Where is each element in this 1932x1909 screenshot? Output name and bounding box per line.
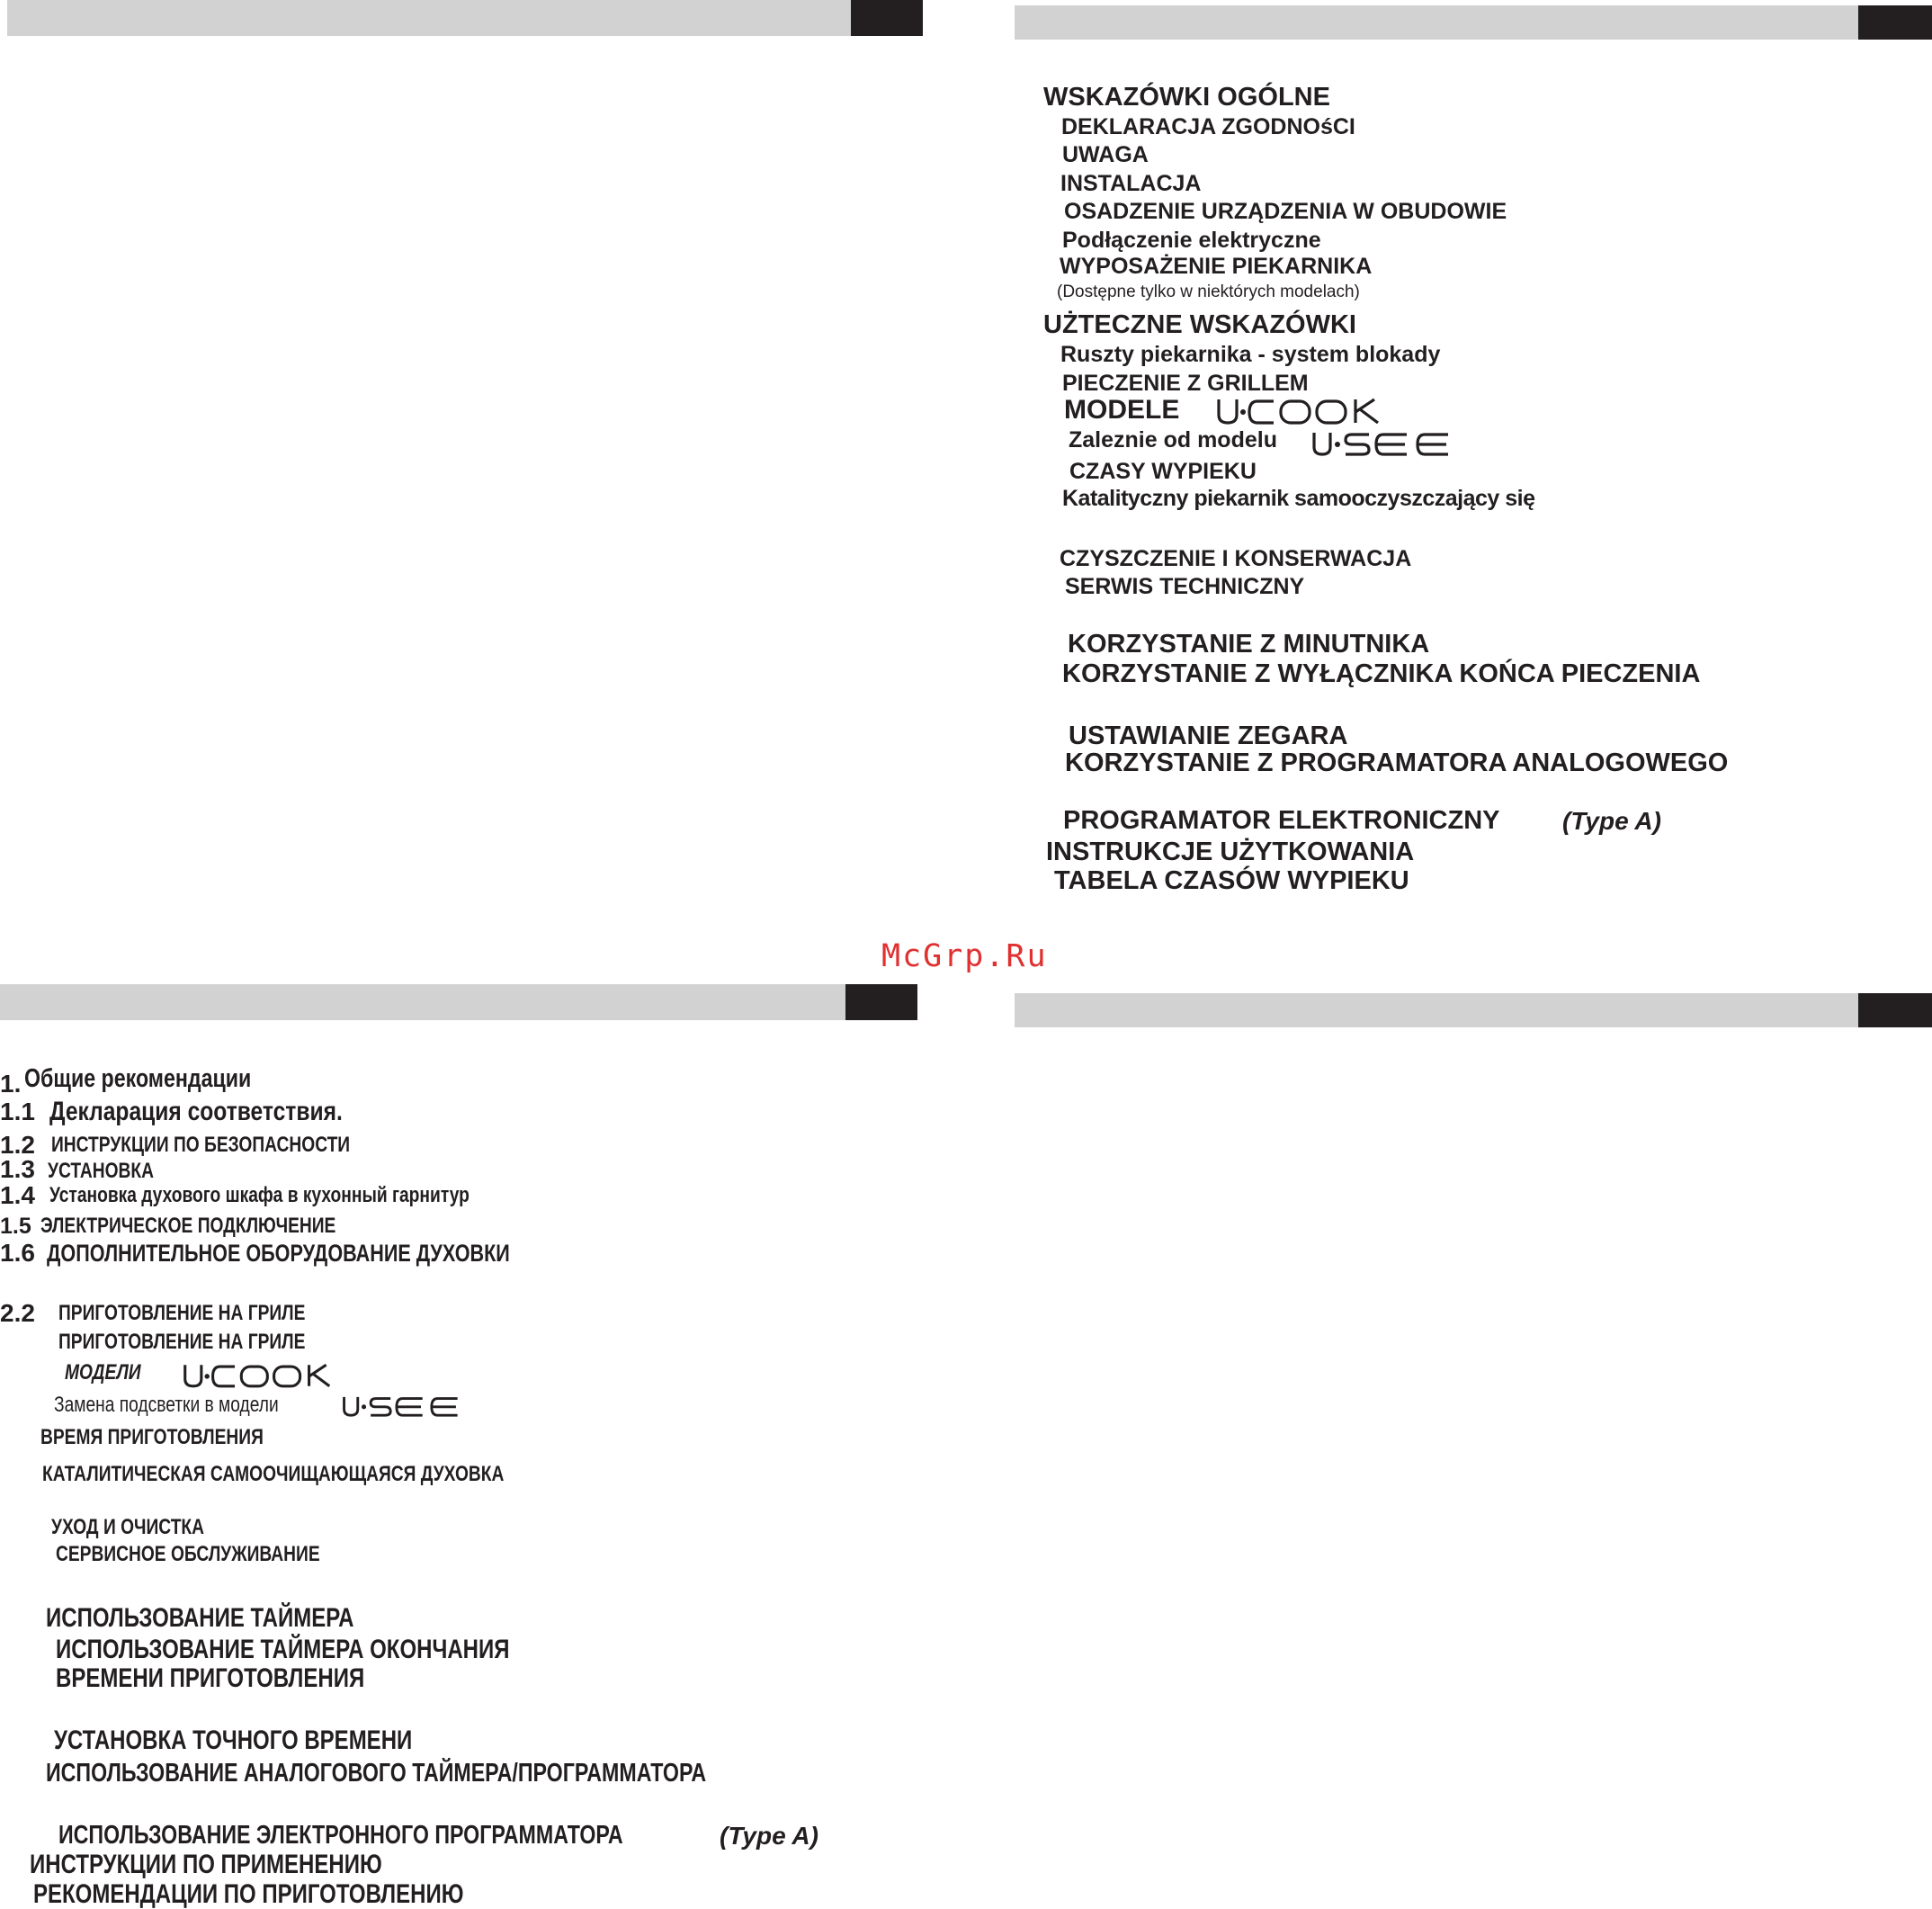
ru-catalytic: КАТАЛИТИЧЕСКАЯ САМООЧИЩАЮЩАЯСЯ ДУХОВКА bbox=[42, 1462, 505, 1486]
ru-grill-1: ПРИГОТОВЛЕНИЕ НА ГРИЛЕ bbox=[58, 1301, 306, 1325]
pl-fitting: OSADZENIE URZĄDZENIA W OBUDOWIE bbox=[1064, 199, 1507, 224]
pl-warning: UWAGA bbox=[1062, 142, 1149, 167]
pl-accessories-note: (Dostępne tylko w niektórych modelach) bbox=[1057, 282, 1360, 301]
pl-clock: USTAWIANIE ZEGARA bbox=[1069, 721, 1348, 750]
ru-recommendations: РЕКОМЕНДАЦИИ ПО ПРИГОТОВЛЕНИЮ bbox=[33, 1879, 464, 1909]
pl-catalytic: Katalityczny piekarnik samooczyszczający się bbox=[1062, 486, 1535, 511]
pl-declaration: DEKLARACJA ZGODNOśCI bbox=[1061, 114, 1355, 139]
ru-num-1: 1. bbox=[0, 1070, 22, 1098]
header-tab-bottom-right bbox=[1858, 993, 1932, 1027]
header-bar-bottom-right bbox=[1015, 993, 1860, 1027]
pl-type-a: (Type A) bbox=[1562, 807, 1661, 835]
header-bar-top-left bbox=[7, 0, 854, 36]
pl-minute-timer: KORZYSTANIE Z MINUTNIKA bbox=[1068, 630, 1430, 659]
ru-general: Общие рекомендации bbox=[24, 1064, 252, 1093]
ru-electrical: ЭЛЕКТРИЧЕСКОЕ ПОДКЛЮЧЕНИЕ bbox=[40, 1214, 336, 1238]
usee-logo-ru bbox=[342, 1394, 461, 1418]
header-tab-top-left bbox=[851, 0, 923, 36]
ru-end-timer-1: ИСПОЛЬЗОВАНИЕ ТАЙМЕРА ОКОНЧАНИЯ bbox=[56, 1635, 510, 1664]
header-tab-bottom-left bbox=[845, 984, 917, 1020]
ru-models: МОДЕЛИ bbox=[65, 1360, 141, 1385]
ru-declaration: Декларация соответствия. bbox=[49, 1097, 343, 1126]
pl-depending: Zaleznie od modelu bbox=[1069, 427, 1277, 453]
ru-end-timer-2: ВРЕМЕНИ ПРИГОТОВЛЕНИЯ bbox=[56, 1663, 365, 1693]
ucook-logo bbox=[1216, 397, 1409, 426]
ru-num-1-4: 1.4 bbox=[0, 1181, 35, 1209]
header-bar-top-right bbox=[1015, 5, 1860, 40]
ru-analog: ИСПОЛЬЗОВАНИЕ АНАЛОГОВОГО ТАЙМЕРА/ПРОГРАММАТОРА bbox=[46, 1759, 707, 1788]
pl-cleaning: CZYSZCZENIE I KONSERWACJA bbox=[1060, 546, 1412, 571]
ucook-logo-ru bbox=[183, 1362, 358, 1389]
ru-num-1-1: 1.1 bbox=[0, 1098, 35, 1125]
pl-models: MODELE bbox=[1064, 395, 1180, 425]
ru-accessories: ДОПОЛНИТЕЛЬНОЕ ОБОРУДОВАНИЕ ДУХОВКИ bbox=[47, 1240, 510, 1267]
usee-logo bbox=[1311, 430, 1452, 457]
pl-useful: UŻTECZNE WSKAZÓWKI bbox=[1043, 310, 1356, 339]
ru-care: УХОД И ОЧИСТКА bbox=[51, 1515, 205, 1539]
pl-table: TABELA CZASÓW WYPIEKU bbox=[1054, 866, 1409, 895]
ru-instructions: ИНСТРУКЦИИ ПО ПРИМЕНЕНИЮ bbox=[30, 1850, 382, 1879]
ru-num-1-5: 1.5 bbox=[0, 1214, 31, 1239]
pl-installation: INSTALACJA bbox=[1060, 171, 1202, 196]
ru-num-1-6: 1.6 bbox=[0, 1239, 35, 1267]
header-tab-top-right bbox=[1858, 5, 1932, 40]
pl-general: WSKAZÓWKI OGÓLNE bbox=[1043, 83, 1330, 112]
ru-timer: ИСПОЛЬЗОВАНИЕ ТАЙМЕРА bbox=[46, 1603, 354, 1633]
ru-num-1-2: 1.2 bbox=[0, 1131, 35, 1159]
pl-end-switch: KORZYSTANIE Z WYŁĄCZNIKA KOŃCA PIECZENIA bbox=[1062, 659, 1701, 688]
ru-type-a: (Type A) bbox=[720, 1822, 818, 1850]
watermark: McGrp.Ru bbox=[881, 938, 1048, 974]
ru-installation: УСТАНОВКА bbox=[48, 1159, 154, 1183]
pl-accessories: WYPOSAŻENIE PIEKARNIKA bbox=[1060, 254, 1373, 279]
pl-grill: PIECZENIE Z GRILLEM bbox=[1062, 371, 1309, 396]
header-bar-bottom-left bbox=[0, 984, 845, 1020]
ru-num-2-2: 2.2 bbox=[0, 1299, 35, 1327]
ru-num-1-3: 1.3 bbox=[0, 1155, 35, 1183]
ru-fitting: Установка духового шкафа в кухонный гарнитур bbox=[49, 1183, 470, 1207]
pl-instructions: INSTRUKCJE UŻYTKOWANIA bbox=[1046, 838, 1415, 866]
pl-electronic: PROGRAMATOR ELEKTRONICZNY bbox=[1063, 806, 1500, 835]
ru-time: ВРЕМЯ ПРИГОТОВЛЕНИЯ bbox=[40, 1425, 264, 1449]
ru-grill-2: ПРИГОТОВЛЕНИЕ НА ГРИЛЕ bbox=[58, 1330, 306, 1354]
ru-lamp: Замена подсветки в модели bbox=[54, 1393, 279, 1417]
ru-clock: УСТАНОВКА ТОЧНОГО ВРЕМЕНИ bbox=[54, 1725, 413, 1755]
pl-analog: KORZYSTANIE Z PROGRAMATORA ANALOGOWEGO bbox=[1065, 748, 1729, 777]
ru-electronic: ИСПОЛЬЗОВАНИЕ ЭЛЕКТРОННОГО ПРОГРАММАТОРА bbox=[58, 1821, 623, 1850]
pl-racks: Ruszty piekarnika - system blokady bbox=[1060, 342, 1441, 367]
pl-baking-times: CZASY WYPIEKU bbox=[1069, 459, 1257, 484]
pl-service: SERWIS TECHNICZNY bbox=[1065, 574, 1305, 599]
pl-electrical: Podłączenie elektryczne bbox=[1062, 228, 1321, 253]
ru-safety: ИНСТРУКЦИИ ПО БЕЗОПАСНОСТИ bbox=[51, 1133, 351, 1157]
ru-service: СЕРВИСНОЕ ОБСЛУЖИВАНИЕ bbox=[56, 1542, 320, 1566]
